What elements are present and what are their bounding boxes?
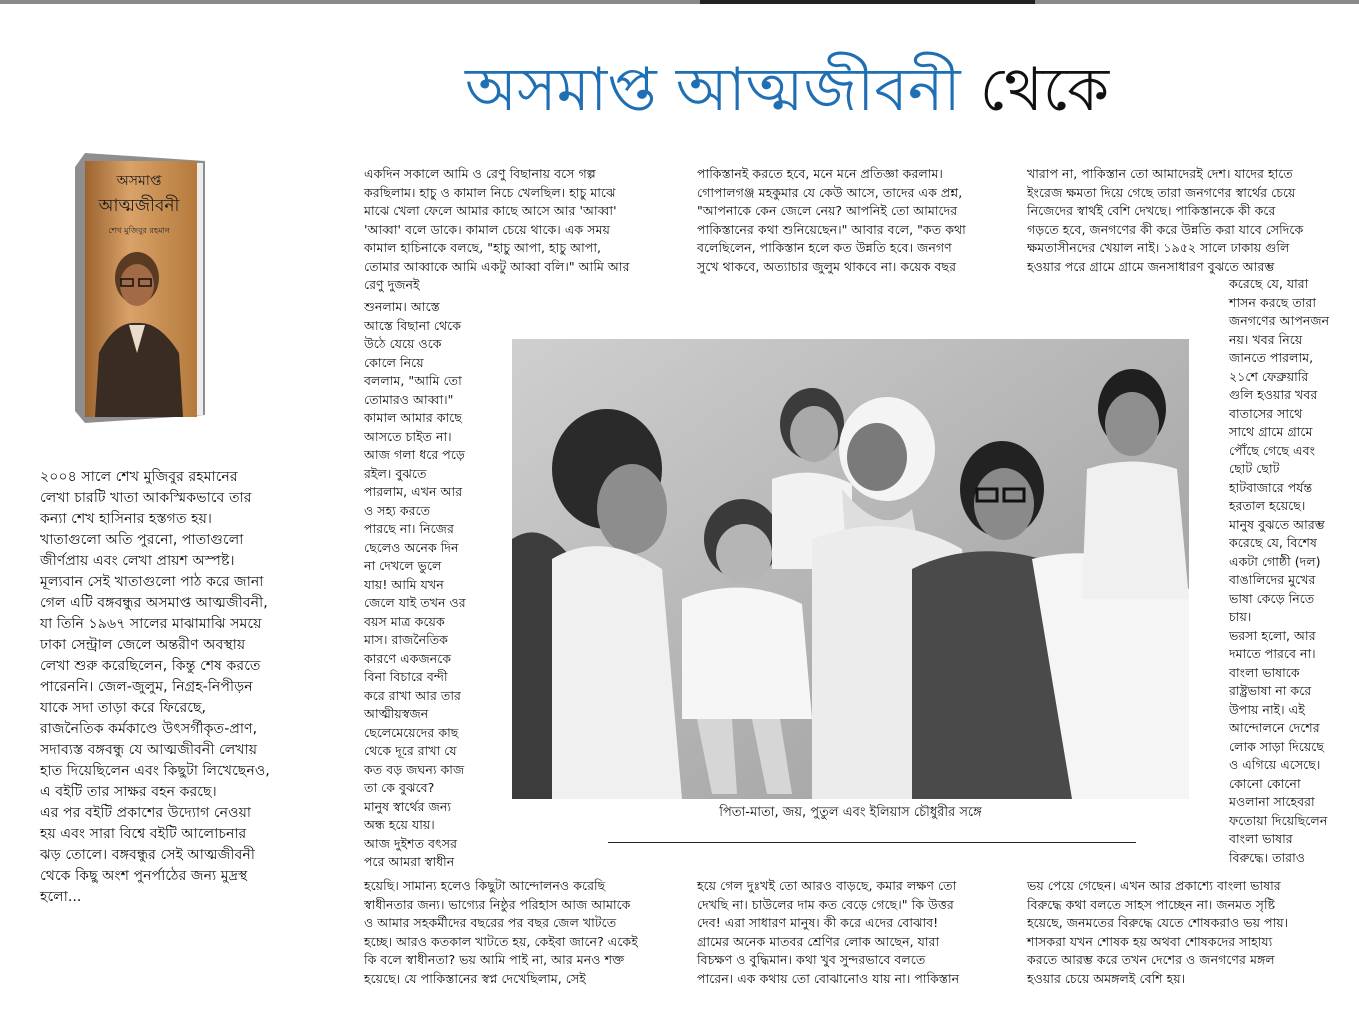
col2-line: দেব! এরা সাধারণ মানুষ। কী করে এদের বোঝাব! xyxy=(697,915,939,930)
headline-black: থেকে xyxy=(979,55,1110,125)
col2-line: পারেন। এক কথায় তো বোঝানোও যায় না। পাকিস্তান xyxy=(697,970,960,986)
col2-top-text xyxy=(697,165,1002,276)
col1-line: মাঝে খেলা ফেলে আমার কাছে আসে আর 'আব্বা' xyxy=(364,203,617,218)
col1-line: মাস। রাজনৈতিক xyxy=(364,632,448,647)
col3-line: হওয়ার চেয়ে অমঙ্গলই বেশি হয়। xyxy=(1027,970,1186,986)
col1-line: না দেখলে ভুলে xyxy=(364,558,442,573)
col3-line: ক্ষমতাসীনদের খেয়াল নাই। ১৯৫২ সালে ঢাকায় গুলি xyxy=(1027,240,1290,255)
col3-line: ভরসা হলো, আর xyxy=(1229,627,1316,643)
intro-line: সদাব্যস্ত বঙ্গবন্ধু যে আত্মজীবনী লেখায় xyxy=(40,742,258,758)
col1-line: পারছে না। নিজের xyxy=(364,521,454,536)
col3-line: করতে আরম্ভ করে তখন দেশের ও জনগণের মঙ্গল xyxy=(1027,952,1275,967)
col3-line: বিরুদ্ধে কথা বলতে সাহস পাচ্ছেন না। জনমত সৃষ্টি xyxy=(1027,896,1276,912)
col1-line: বিনা বিচারে বন্দী xyxy=(364,669,448,684)
photo-caption: পিতা-মাতা, জয়, পুতুল এবং ইলিয়াস চৌধুরীর সঙ্গে xyxy=(719,805,982,820)
book-author: শেখ মুজিবুর রহমান xyxy=(108,226,170,235)
headline xyxy=(465,50,1109,130)
col3-line: রাষ্ট্রভাষা না করে xyxy=(1229,683,1312,698)
col1-bottom-text xyxy=(364,877,664,988)
col1-line: মানুষ স্বার্থের জন্য xyxy=(364,798,452,814)
intro-line: যাকে সদা তাড়া করে ফিরেছে, xyxy=(40,700,207,716)
col3-line: কোনো কোনো xyxy=(1229,775,1301,791)
col3-line: নয়। খবর নিয়ে xyxy=(1229,331,1303,347)
col1-line: আস্তে বিছানা থেকে xyxy=(364,317,462,333)
col1-line: শুনলাম। আস্তে xyxy=(364,299,440,314)
col1-line: পারলাম, এখন আর xyxy=(364,484,463,499)
col2-line: হয়ে গেল দুঃখই তো আরও বাড়ছে, কমার লক্ষণ তো xyxy=(697,878,957,893)
col1-line: তা কে বুঝবে? xyxy=(364,780,435,795)
book-title-line1: অসমাপ্ত xyxy=(116,173,162,189)
col1-line: কারণে একজনকে xyxy=(364,650,452,666)
intro-line: এর পর বইটি প্রকাশের উদ্যোগ নেওয়া xyxy=(40,805,252,821)
col1-line: কি বলে স্বাধীনতা? ভয় আমি পাই না, আর মনও শক্ত xyxy=(364,952,625,967)
intro-line: হয় এবং সারা বিশ্বে বইটি আলোচনার xyxy=(40,826,247,842)
intro-line: রাজনৈতিক কর্মকাণ্ডে উৎসর্গীকৃত-প্রাণ, xyxy=(40,721,258,737)
col3-line: হরতাল হয়েছে। xyxy=(1229,498,1306,513)
col3-line: বাংলা ভাষার xyxy=(1229,831,1293,846)
col2-line: দেখছি না। চাউলের দাম কত বেড়ে গেছে।" কি উত্তর xyxy=(697,896,954,912)
col3-line: লোক সাড়া দিয়েছে xyxy=(1229,738,1324,754)
col1-line: উঠে যেয়ে ওকে xyxy=(364,336,442,351)
col1-line: রইল। বুঝতে xyxy=(364,465,427,481)
col3-line: একটা গোষ্ঠী (দল) xyxy=(1229,553,1321,569)
col2-line: গ্রামের অনেক মাতবর শ্রেণির লোক আছেন, যারা xyxy=(697,933,940,949)
family-photo xyxy=(512,339,1189,799)
intro-line: গেল এটি বঙ্গবন্ধুর অসমাপ্ত আত্মজীবনী, xyxy=(40,595,268,611)
col3-line: ফতোয়া দিয়েছিলেন xyxy=(1229,812,1328,828)
col1-line: রেণু দুজনই xyxy=(364,277,420,292)
col3-line: পৌঁছে গেছে এবং xyxy=(1229,442,1316,458)
intro-line: জীর্ণপ্রায় এবং লেখা প্রায়শ অস্পষ্ট। xyxy=(40,553,235,569)
col1-line: ছেলেমেয়েদের কাছ xyxy=(364,724,459,740)
col3-line: চায়। xyxy=(1229,609,1252,624)
col3-line: ইংরেজ ক্ষমতা দিয়ে গেছে তারা জনগণের স্বার্থের চেয়ে xyxy=(1027,184,1296,200)
col3-line: জানতে পারলাম, xyxy=(1229,350,1314,365)
col3-line: মওলানা সাহেবরা xyxy=(1229,794,1315,809)
col3-narrow-text xyxy=(1229,275,1354,867)
col1-line: করছিলাম। হাচু ও কামাল নিচে খেলছিল। হাচু মাঝে xyxy=(364,184,616,200)
col1-line: যায়! আমি যখন xyxy=(364,576,444,592)
col1-line: তোমারও আব্বা।" xyxy=(364,391,454,407)
col1-line: আজ দুইশত বৎসর xyxy=(364,835,458,851)
col3-line: বাঙালিদের মুখের xyxy=(1229,572,1316,587)
col3-bottom-text xyxy=(1027,877,1347,988)
col3-line: হয়েছে, জনমতের বিরুদ্ধে যেতে শোষকরাও ভয় পায়। xyxy=(1027,915,1289,930)
col3-line: বাতাসের সাথে xyxy=(1229,405,1303,421)
col1-line: ও সহ্য করতে xyxy=(364,502,431,518)
intro-line: ২০০৪ সালে শেখ মুজিবুর রহমানের xyxy=(40,469,238,485)
col1-line: কত বড় জঘন্য কাজ xyxy=(364,761,465,777)
col3-line: করেছে যে, যারা xyxy=(1229,276,1309,291)
col1-top-text xyxy=(364,165,664,295)
intro-line: ঝড় তোলে। বঙ্গবন্ধুর সেই আত্মজীবনী xyxy=(40,847,255,863)
col2-line: বিচক্ষণ ও বুদ্ধিমান। কথা খুব সুন্দরভাবে বলতে xyxy=(697,952,926,967)
col1-line: তোমার আব্বাকে আমি একটু আব্বা বলি।" আমি আর xyxy=(364,258,630,274)
col1-line: কামাল হাচিনাকে বলছে, "হাচু আপা, হাচু আপা, xyxy=(364,240,602,255)
intro-line: হাত দিয়েছিলেন এবং কিছুটা লিখেছেনও, xyxy=(40,763,270,779)
col1-line: হয়েছে। যে পাকিস্তানের স্বপ্ন দেখেছিলাম, সেই xyxy=(364,970,586,986)
col1-line: 'আব্বা' বলে ডাকে। কামাল চেয়ে থাকে। এক সময় xyxy=(364,221,610,237)
col1-line: হয়েছি। সামান্য হলেও কিছুটা আন্দোলনও করেছি xyxy=(364,878,606,893)
col3-line: উপায় নাই। এই xyxy=(1229,701,1305,717)
col1-line: আসতে চাইত না। xyxy=(364,428,452,444)
col3-line: সাথে গ্রামে গ্রামে xyxy=(1229,424,1313,439)
col1-line: বললাম, "আমি তো xyxy=(364,373,462,388)
col3-line: শাসন করছে তারা xyxy=(1229,294,1317,310)
col1-line: আত্মীয়স্বজন xyxy=(364,706,429,721)
col3-line: হাটবাজারে পর্যন্ত xyxy=(1229,479,1313,495)
top-border-mark xyxy=(700,0,1035,4)
col1-line: করে রাখা আর তার xyxy=(364,687,461,703)
intro-line: লেখা চারটি খাতা আকস্মিকভাবে তার xyxy=(40,490,252,506)
col1-line: একদিন সকালে আমি ও রেণু বিছানায় বসে গল্প xyxy=(364,166,596,181)
col1-line: অন্ধ হয়ে যায়। xyxy=(364,817,435,832)
col2-line: গোপালগঞ্জ মহকুমার যে কেউ আসে, তাদের এক প্রশ্ন, xyxy=(697,184,963,200)
col1-line: কামাল আমার কাছে xyxy=(364,410,462,425)
intro-text xyxy=(40,467,270,908)
col1-line: থেকে দূরে রাখা যে xyxy=(364,743,457,758)
intro-line: এ বইটি তার সাক্ষর বহন করছে। xyxy=(40,784,217,800)
intro-line: কন্যা শেখ হাসিনার হস্তগত হয়। xyxy=(40,511,212,527)
col2-line: সুখে থাকবে, অত্যাচার জুলুম থাকবে না। কয়েক বছর xyxy=(697,258,957,274)
col3-line: ভাষা কেড়ে নিতে xyxy=(1229,590,1315,606)
intro-line: ঢাকা সেন্ট্রাল জেলে অন্তরীণ অবস্থায় xyxy=(40,637,246,653)
col3-line: ও এগিয়ে এসেছে। xyxy=(1229,757,1321,772)
col1-narrow-text xyxy=(364,298,504,872)
col3-line: হওয়ার পরে গ্রামে গ্রামে জনসাধারণ বুঝতে আরম্ভ xyxy=(1027,258,1275,274)
book-title-line2: আত্মজীবনী xyxy=(98,196,180,216)
col3-line: গুলি হওয়ার খবর xyxy=(1229,387,1318,402)
col3-line: দমাতে পারবে না। xyxy=(1229,646,1316,661)
col2-line: পাকিস্তানই করতে হবে, মনে মনে প্রতিজ্ঞা করলাম। xyxy=(697,166,943,181)
intro-line: লেখা শুরু করেছিলেন, কিন্তু শেষ করতে xyxy=(40,658,261,674)
col3-line: গড়তে হবে, জনগণের কী করে উন্নতি করা যাবে সেদিকে xyxy=(1027,221,1304,237)
col1-line: কোলে নিয়ে xyxy=(364,354,424,370)
col3-line: বিরুদ্ধে। তারাও xyxy=(1229,849,1306,865)
col3-line: ছোট ছোট xyxy=(1229,461,1280,476)
headline-blue: অসমাপ্ত আত্মজীবনী xyxy=(465,55,961,125)
col1-line: জেলে যাই তখন ওর xyxy=(364,595,466,610)
book-cover-image xyxy=(75,153,205,423)
col3-line: আন্দোলনে দেশের xyxy=(1229,720,1320,735)
col1-line: পরে আমরা স্বাধীন xyxy=(364,854,455,869)
col3-line: ২১শে ফেব্রুয়ারি xyxy=(1229,368,1309,384)
col1-line: ছেলেও অনেক দিন xyxy=(364,539,459,555)
col3-line: বাংলা ভাষাকে xyxy=(1229,664,1300,680)
col3-line: মানুষ বুঝতে আরম্ভ xyxy=(1229,516,1325,532)
col3-line: জনগণের আপনজন xyxy=(1229,313,1330,328)
col1-line: স্বাধীনতার জন্য। ভাগ্যের নিষ্ঠুর পরিহাস আজ আমাকে xyxy=(364,896,631,912)
intro-line: পারেননি। জেল-জুলুম, নিগ্রহ-নিপীড়ন xyxy=(40,679,253,695)
col1-line: বয়স মাত্র কয়েক xyxy=(364,613,445,629)
col2-line: "আপনাকে কেন জেলে নেয়? আপনিই তো আমাদের xyxy=(697,203,958,218)
col1-line: ও আমার সহকর্মীদের বছরের পর বছর জেল খাটতে xyxy=(364,915,617,930)
col1-line: হচ্ছে। আরও কতকাল খাটতে হয়, কেইবা জানে? একেই xyxy=(364,933,638,949)
intro-line: মূল্যবান সেই খাতাগুলো পাঠ করে জানা xyxy=(40,574,264,590)
intro-line: থেকে কিছু অংশ পুনর্পাঠের জন্য মুদ্রস্থ xyxy=(40,868,248,884)
col3-line: করেছে যে, বিশেষ xyxy=(1229,535,1317,550)
col1-line: আজ গলা ধরে পড়ে xyxy=(364,447,465,462)
col3-line: ভয় পেয়ে গেছেন। এখন আর প্রকাশ্যে বাংলা ভাষার xyxy=(1027,878,1281,893)
col2-line: পাকিস্তানের কথা শুনিয়েছেন।" আবার বলে, "কত কথা xyxy=(697,221,966,237)
intro-line: যা তিনি ১৯৬৭ সালের মাঝামাঝি সময়ে xyxy=(40,616,262,632)
col3-line: খারাপ না, পাকিস্তান তো আমাদেরই দেশ। যাদের হাতে xyxy=(1027,166,1293,181)
col2-bottom-text xyxy=(697,877,1002,988)
intro-line: খাতাগুলো অতি পুরনো, পাতাগুলো xyxy=(40,532,244,548)
col3-line: শাসকরা যখন শোষক হয় অথবা শোষকদের সাহায্য xyxy=(1027,933,1273,949)
caption-rule xyxy=(608,842,1136,843)
intro-line: হলো... xyxy=(40,889,82,905)
top-border xyxy=(0,0,1359,4)
col2-line: বলেছিলেন, পাকিস্তান হলে কত উন্নতি হবে। জনগণ xyxy=(697,240,952,255)
col3-top-text xyxy=(1027,165,1347,276)
col3-line: নিজেদের স্বার্থই বেশি দেখছে। পাকিস্তানকে কী করে xyxy=(1027,203,1276,218)
